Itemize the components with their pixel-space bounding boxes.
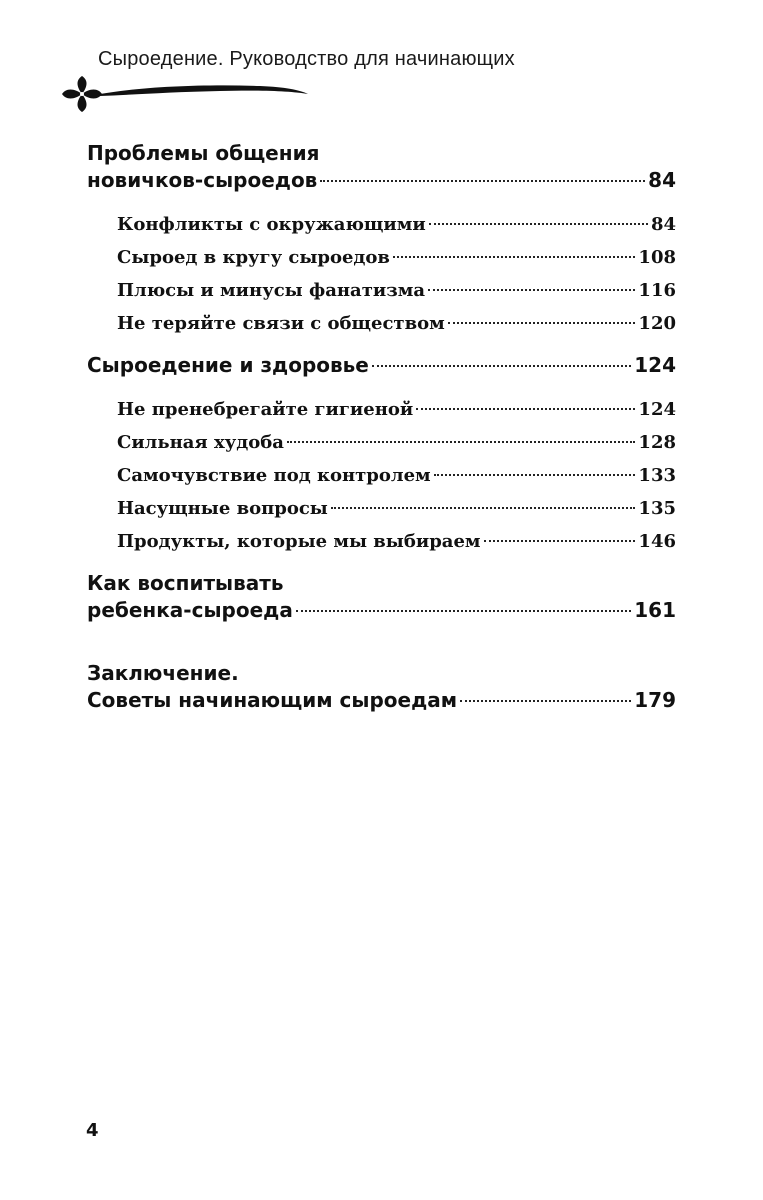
- dot-leader: [287, 441, 636, 443]
- toc-section-children[interactable]: [87, 570, 676, 624]
- page-number: 4: [86, 1120, 99, 1141]
- toc-page-number: 84: [650, 214, 676, 235]
- toc-entry[interactable]: [87, 426, 676, 459]
- dot-leader: [296, 610, 631, 612]
- toc-entry-label: Конфликты с окружающими: [117, 214, 426, 235]
- toc-page-number: 108: [638, 247, 676, 268]
- toc-section-problems[interactable]: [87, 140, 676, 194]
- toc-section-title: новичков-сыроедов: [87, 168, 318, 192]
- toc-entry-label: Сильная худоба: [117, 432, 284, 453]
- toc-page-number: 133: [638, 465, 676, 486]
- toc-entry-label: Самочувствие под контролем: [117, 465, 431, 486]
- toc-page-number: 124: [634, 353, 676, 377]
- toc-page-number: 179: [634, 688, 676, 712]
- dot-leader: [331, 507, 636, 509]
- toc-page-number: 116: [638, 280, 676, 301]
- toc-section-title: ребенка-сыроеда: [87, 598, 293, 622]
- table-of-contents: [87, 140, 676, 728]
- toc-section-health[interactable]: [87, 352, 676, 379]
- toc-entry-label: Сыроед в кругу сыроедов: [117, 247, 390, 268]
- toc-page-number: 161: [634, 598, 676, 622]
- toc-entry[interactable]: [87, 208, 676, 241]
- toc-subsections: [87, 208, 676, 340]
- dot-leader: [393, 256, 635, 258]
- running-header: Сыроедение. Руководство для начинающих: [98, 48, 515, 70]
- dot-leader: [372, 365, 631, 367]
- toc-subsections: [87, 393, 676, 558]
- ornament-flourish-icon: [60, 74, 310, 114]
- dot-leader: [320, 180, 645, 182]
- toc-page-number: 124: [638, 399, 676, 420]
- dot-leader: [448, 322, 636, 324]
- toc-entry[interactable]: [87, 241, 676, 274]
- dot-leader: [429, 223, 648, 225]
- toc-entry[interactable]: [87, 307, 676, 340]
- toc-section-title: Заключение.: [87, 661, 239, 685]
- toc-page-number: 146: [638, 531, 676, 552]
- toc-entry-label: Насущные вопросы: [117, 498, 328, 519]
- toc-entry-label: Плюсы и минусы фанатизма: [117, 280, 426, 301]
- toc-page-number: 128: [638, 432, 676, 453]
- toc-section-title: Советы начинающим сыроедам: [87, 688, 458, 712]
- toc-section-title: Как воспитывать: [87, 571, 284, 595]
- toc-section-title: Проблемы общения: [87, 141, 320, 165]
- toc-entry[interactable]: [87, 393, 676, 426]
- toc-entry-label: Не теряйте связи с обществом: [117, 313, 445, 334]
- toc-page-number: 84: [648, 168, 676, 192]
- toc-section-title: Сыроедение и здоровье: [87, 353, 369, 377]
- toc-section-conclusion[interactable]: [87, 660, 676, 714]
- dot-leader: [434, 474, 636, 476]
- dot-leader: [484, 540, 636, 542]
- toc-entry[interactable]: [87, 459, 676, 492]
- dot-leader: [460, 700, 631, 702]
- toc-page-number: 135: [638, 498, 676, 519]
- toc-page-number: 120: [638, 313, 676, 334]
- dot-leader: [428, 289, 635, 291]
- toc-entry[interactable]: [87, 492, 676, 525]
- toc-entry[interactable]: [87, 274, 676, 307]
- toc-entry-label: Продукты, которые мы выбираем: [117, 531, 481, 552]
- toc-entry-label: Не пренебрегайте гигиеной: [117, 399, 414, 420]
- dot-leader: [416, 408, 635, 410]
- toc-entry[interactable]: [87, 525, 676, 558]
